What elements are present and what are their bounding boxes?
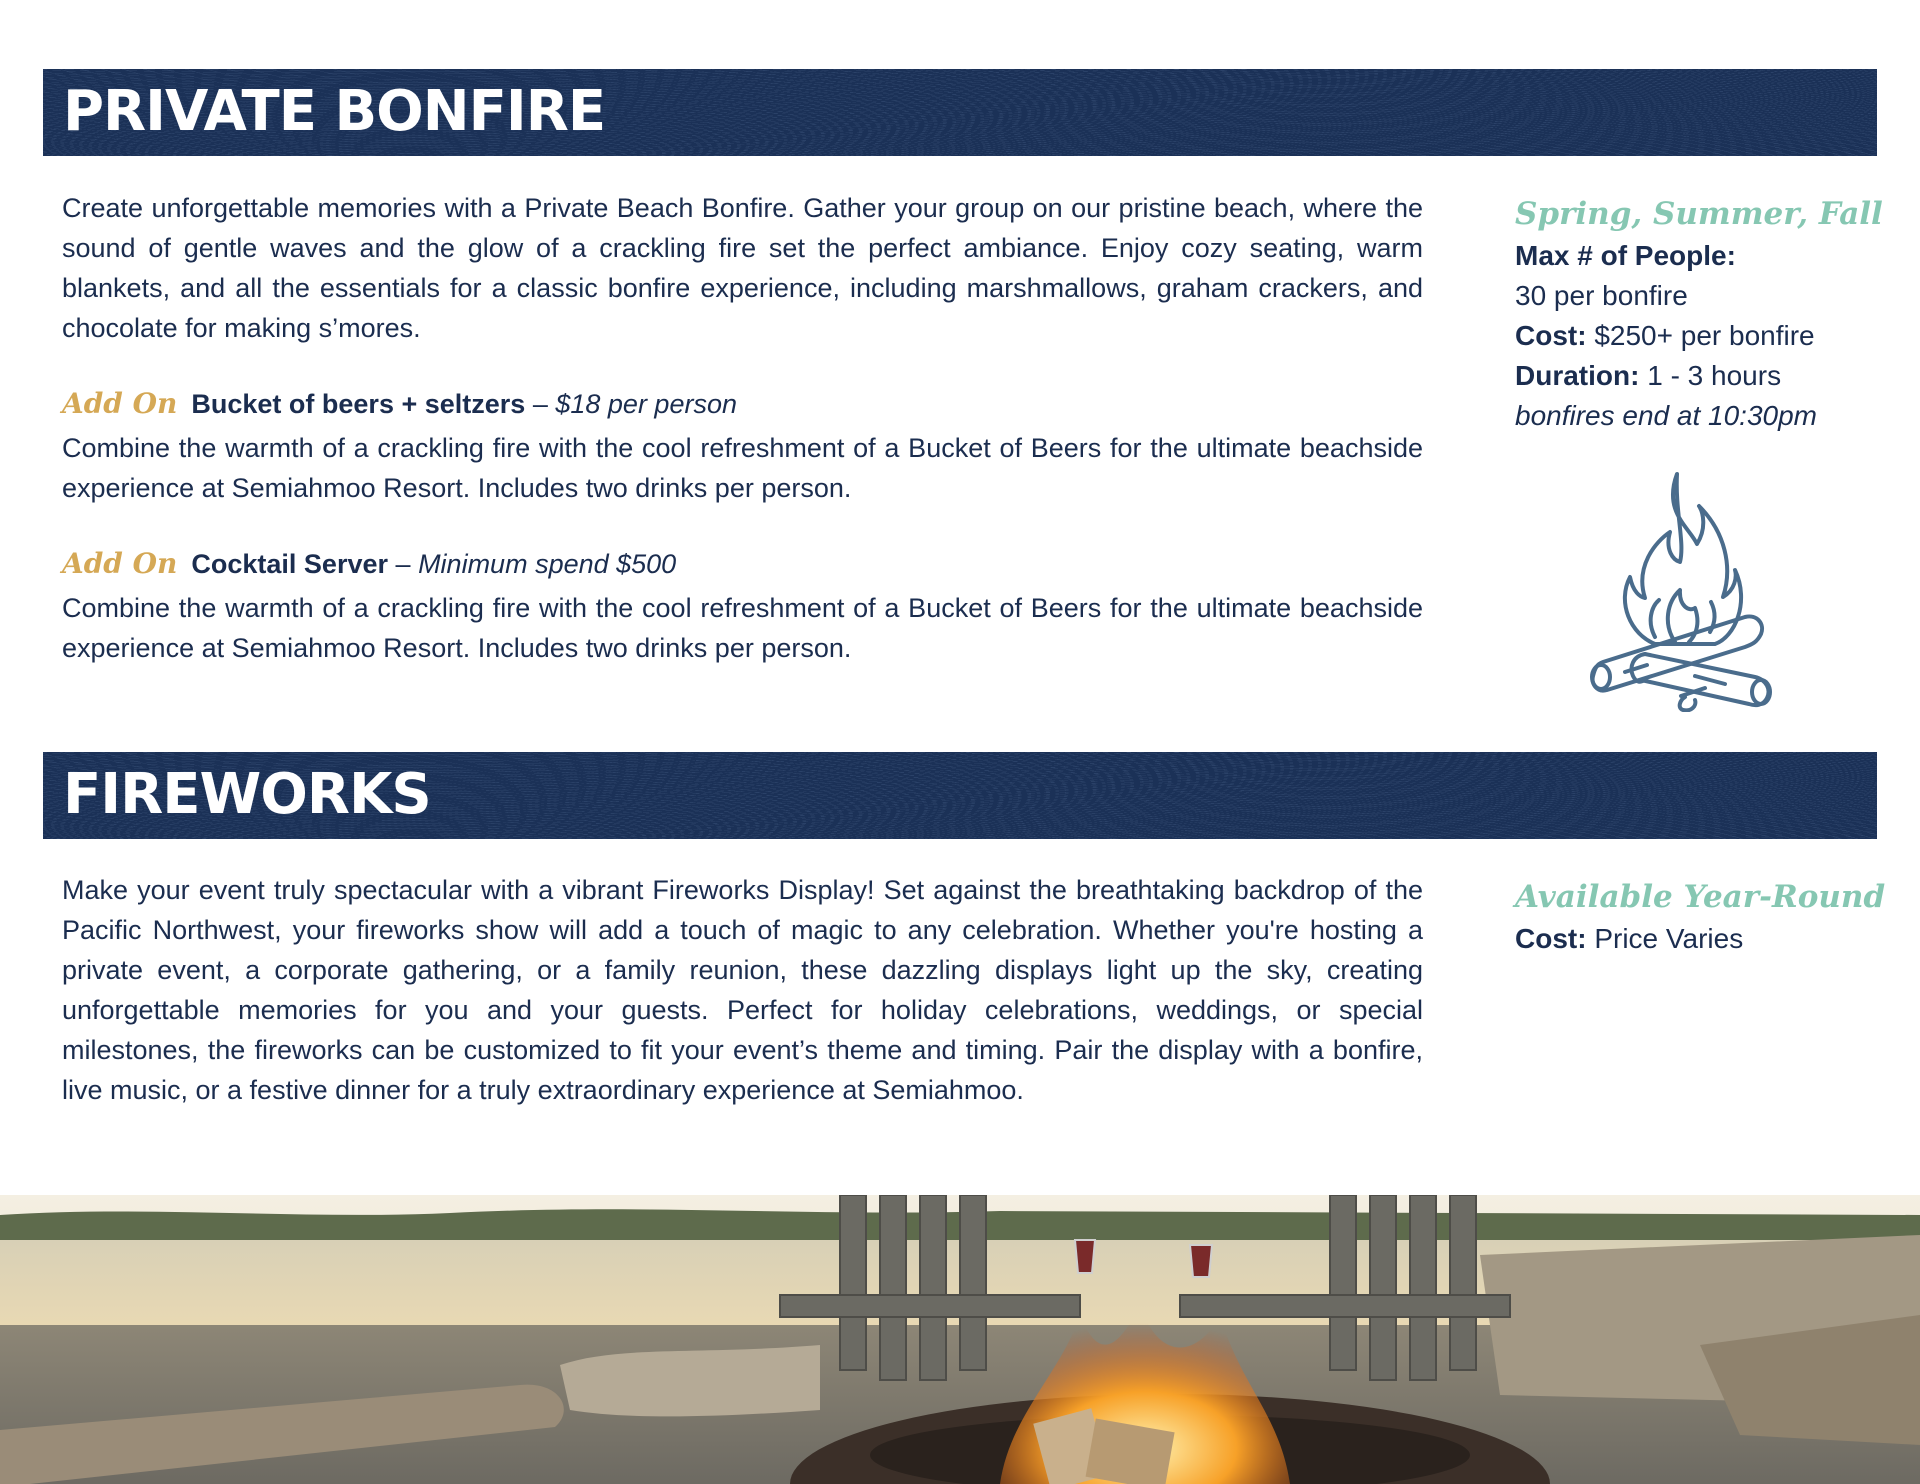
addon-price: $18 per person [555, 389, 737, 419]
addon-tag: Add On [62, 387, 178, 420]
max-people-label-text: Max # of People: [1515, 240, 1736, 271]
addon-cocktail-header [62, 544, 1423, 584]
duration-label: Duration: [1515, 360, 1640, 391]
addon-name: Cocktail Server [191, 549, 388, 579]
bonfire-banner [43, 69, 1877, 156]
duration-value: 1 - 3 hours [1647, 360, 1782, 391]
bonfire-cost [1515, 316, 1895, 356]
bonfire-end-note: bonfires end at 10:30pm [1515, 400, 1817, 431]
addon-beers [62, 384, 1423, 508]
addon-dash: – [395, 549, 411, 579]
campfire-icon [1585, 472, 1780, 712]
bonfire-duration [1515, 356, 1895, 396]
bonfire-description: Create unforgettable memories with a Private Beach Bonfire. Gather your group on our pristine beach, where the sound of gentle waves and the glow of a crackling fire set the perfect ambiance. Enjoy cozy seating, warm blankets, and all the essentials for a classic bonfire experience, including marshmallows, graham crackers, and chocolate for making s’mores. [62, 193, 1423, 343]
addon-dash: – [532, 389, 548, 419]
addon-cocktail [62, 544, 1423, 668]
fireworks-season: Available Year-Round [1515, 879, 1886, 915]
max-people-label [1515, 236, 1895, 276]
cost-label: Cost: [1515, 923, 1587, 954]
addon-beers-description: Combine the warmth of a crackling fire with the cool refreshment of a Bucket of Beers for the ultimate beachside experience at Semiahmoo Resort. Includes two drinks per person. [62, 433, 1423, 503]
cost-value: Price Varies [1594, 923, 1744, 954]
bonfire-title: PRIVATE BONFIRE [63, 79, 606, 144]
fireworks-banner [43, 752, 1877, 839]
fireworks-description: Make your event truly spectacular with a vibrant Fireworks Display! Set against the breathtaking backdrop of the Pacific Northwest, your fireworks show will add a touch of magic to any celebration. Whether you're hosting a private event, a corporate gathering, or a family reunion, these dazzling displays light up the sky, creating unforgettable memories for you and your guests. Perfect for holiday celebrations, weddings, or special milestones, the fireworks can be customized to fit your event’s theme and timing. Pair the display with a bonfire, live music, or a festive dinner for a truly extraordinary experience at Semiahmoo. [62, 875, 1423, 1105]
fireworks-content [62, 870, 1423, 1110]
max-people-value: 30 per bonfire [1515, 280, 1688, 311]
bonfire-sidebar [1515, 192, 1895, 436]
addon-cocktail-description: Combine the warmth of a crackling fire with the cool refreshment of a Bucket of Beers for the ultimate beachside experience at Semiahmoo Resort. Includes two drinks per person. [62, 593, 1423, 663]
addon-beers-header [62, 384, 1423, 424]
fireworks-title: FIREWORKS [63, 762, 431, 827]
fireworks-sidebar [1515, 875, 1895, 959]
beach-bonfire-photo [0, 1195, 1920, 1484]
bonfire-season: Spring, Summer, Fall [1515, 196, 1883, 232]
cost-label: Cost: [1515, 320, 1587, 351]
cost-value: $250+ per bonfire [1594, 320, 1815, 351]
addon-name: Bucket of beers + seltzers [191, 389, 526, 419]
bonfire-content [62, 188, 1423, 668]
addon-price: Minimum spend $500 [418, 549, 677, 579]
fireworks-cost [1515, 919, 1895, 959]
addon-tag: Add On [62, 547, 178, 580]
